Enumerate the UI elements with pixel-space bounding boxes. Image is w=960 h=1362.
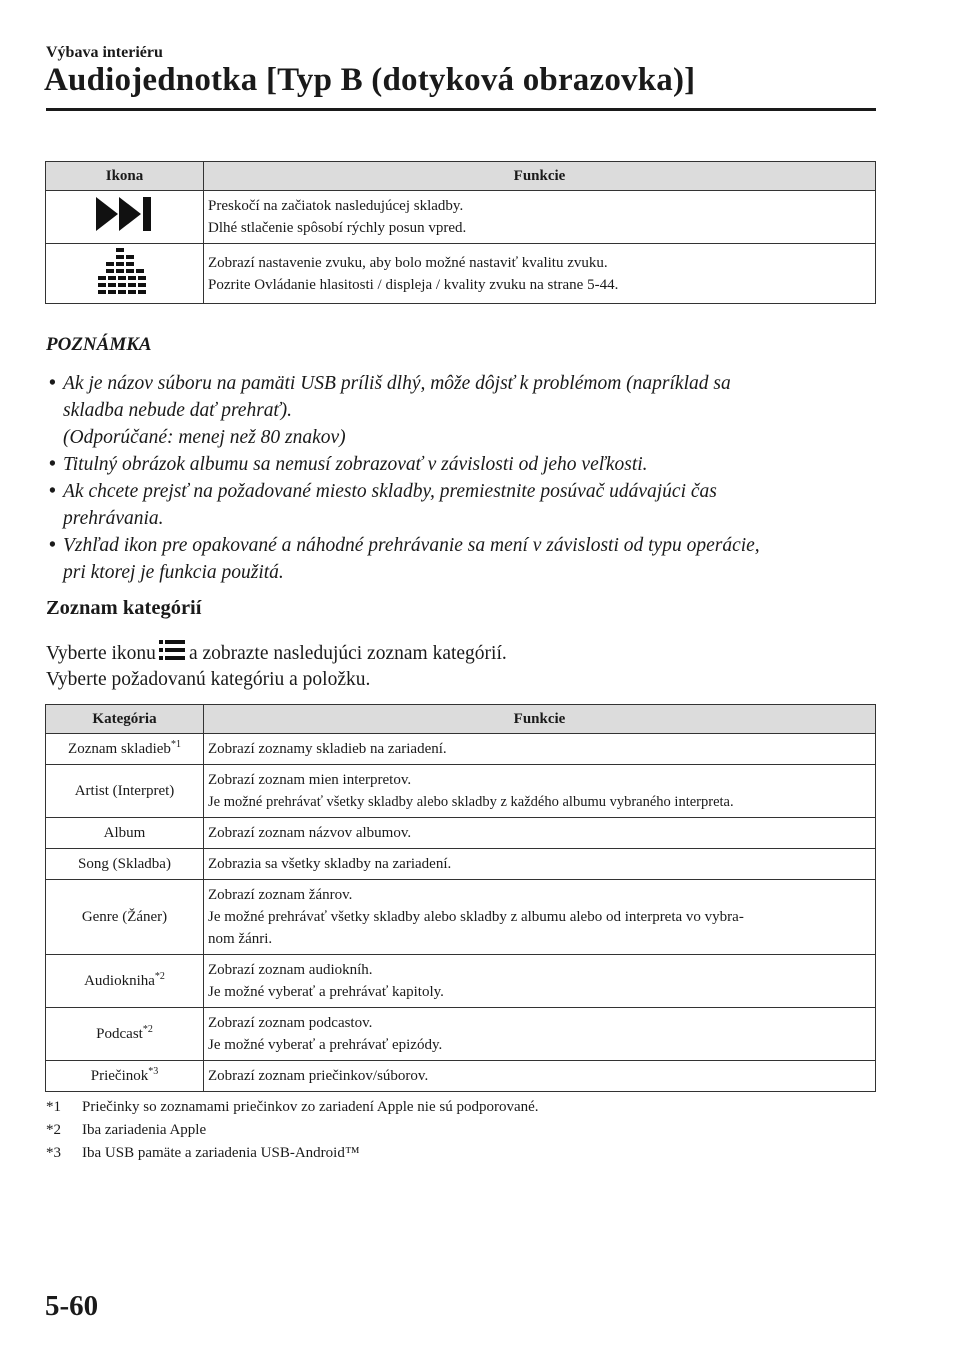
column-header-category: Kategória [46,705,204,734]
function-line: Zobrazí zoznamy skladieb na zariadení. [208,741,447,757]
function-cell [204,818,876,849]
function-cell [204,191,876,244]
table-row [46,818,876,849]
category-label: Song (Skladba) [78,856,171,872]
table-row [46,191,876,244]
note-item [46,370,876,451]
equalizer-icon [97,282,153,298]
section-label: Výbava interiéru [46,44,163,61]
bullet: • [49,373,56,394]
function-line: Zobrazí nastavenie zvuku, aby bolo možné nastaviť kvalitu zvuku. [208,254,608,271]
function-line: Zobrazí zoznam mien interpretov. [208,772,412,788]
category-cell [46,734,204,765]
table-row [46,1061,876,1092]
category-cell [46,818,204,849]
list-icon [159,639,185,669]
function-line: Je možné vyberať a prehrávať kapitoly. [208,984,444,1000]
note-line: (Odporúčané: menej než 80 znakov) [63,427,346,448]
table-row [46,1008,876,1061]
skip-next-icon [94,221,156,237]
intro-paragraph [46,639,507,669]
footnote [46,1096,539,1119]
table-row [46,880,876,955]
function-line: Zobrazí zoznam audiokníh. [208,962,373,978]
category-cell [46,765,204,818]
function-line: Je možné prehrávať všetky skladby alebo skladby z každého albumu vybraného interpreta. [208,794,734,810]
function-line: Zobrazí zoznam priečinkov/súborov. [208,1068,429,1084]
category-label: Zoznam skladieb [68,741,171,757]
bullet: • [49,454,56,475]
function-line: Zobrazí zoznam podcastov. [208,1015,373,1031]
note-heading: POZNÁMKA [46,334,152,355]
category-label: Artist (Interpret) [74,783,175,799]
column-header-function: Funkcie [204,705,876,734]
table-row [46,849,876,880]
category-cell [46,849,204,880]
footnote-mark: *1 [170,739,181,750]
function-cell [204,244,876,304]
function-cell [204,734,876,765]
function-cell [204,1061,876,1092]
table-row [46,765,876,818]
page-title: Audiojednotka [Typ B (dotyková obrazovka)] [44,62,696,98]
function-cell [204,765,876,818]
category-list-heading: Zoznam kategórií [46,597,202,619]
footnote-mark: *2 [154,971,165,982]
bullet: • [49,535,56,556]
note-line: pri ktorej je funkcia použitá. [63,562,284,583]
note-line: skladba nebude dať prehrať). [63,400,293,421]
function-cell [204,880,876,955]
note-item [46,532,876,586]
icon-function-table [45,161,876,304]
note-list [46,370,876,586]
table-row [46,734,876,765]
note-line: Titulný obrázok albumu sa nemusí zobrazovať v závislosti od jeho veľkosti. [63,454,648,475]
category-cell [46,955,204,1008]
footnotes [46,1096,539,1165]
intro-text: a zobrazte nasledujúci zoznam kategórií. [188,643,507,664]
page-number: 5-60 [45,1290,99,1322]
note-line: prehrávania. [63,508,164,529]
footnote-mark: *2 [142,1024,153,1035]
title-divider [46,108,876,111]
note-line: Vzhľad ikon pre opakované a náhodné prehrávanie sa mení v závislosti od typu operácie, [63,535,760,556]
table-row [46,244,876,304]
function-line: Dlhé stlačenie spôsobí rýchly posun vpred. [208,220,467,236]
category-cell [46,1061,204,1092]
note-item [46,478,876,532]
function-line: Preskočí na začiatok nasledujúcej skladby. [208,198,464,214]
intro-paragraph-2: Vyberte požadovanú kategóriu a položku. [46,669,371,690]
footnote-mark: *3 [148,1066,159,1077]
function-line: Zobrazí zoznam žánrov. [208,887,353,903]
intro-text: Vyberte ikonu [46,643,156,664]
function-cell [204,955,876,1008]
note-line: Ak chcete prejsť na požadované miesto skladby, premiestnite posúvač udávajúci čas [63,481,717,502]
function-cell [204,849,876,880]
icon-cell [46,244,204,304]
footnote-text: Iba USB pamäte a zariadenia USB-Android™ [82,1145,360,1161]
column-header-function: Funkcie [204,162,876,191]
category-label: Album [103,825,146,841]
footnote-mark: *1 [46,1099,61,1115]
category-cell [46,1008,204,1061]
category-label: Genre (Žáner) [81,909,168,925]
note-item [46,451,876,478]
function-line: nom žánri. [208,931,273,947]
bullet: • [49,481,56,502]
function-line: Je možné prehrávať všetky skladby alebo skladby z albumu alebo od interpreta vo vybra- [208,909,744,925]
function-line: Zobrazia sa všetky skladby na zariadení. [208,856,452,872]
footnote [46,1119,539,1142]
category-label: Audiokniha [84,973,155,989]
footnote-text: Priečinky so zoznamami priečinkov zo zariadení Apple nie sú podporované. [82,1099,539,1115]
footnote-mark: *2 [46,1122,61,1138]
category-table [45,704,876,1092]
footnote-mark: *3 [46,1145,61,1161]
category-cell [46,880,204,955]
table-header-row [46,162,876,191]
footnote-text: Iba zariadenia Apple [82,1122,207,1138]
footnote [46,1142,539,1165]
function-line: Zobrazí zoznam názvov albumov. [208,825,412,841]
table-header-row [46,705,876,734]
table-row [46,955,876,1008]
column-header-icon: Ikona [46,162,204,191]
function-cell [204,1008,876,1061]
function-line: Pozrite Ovládanie hlasitosti / displeja / kvality zvuku na strane 5-44. [208,276,619,293]
icon-cell [46,191,204,244]
function-line: Je možné vyberať a prehrávať epizódy. [208,1037,443,1053]
note-line: Ak je názov súboru na pamäti USB príliš dlhý, môže dôjsť k problémom (napríklad sa [63,373,731,394]
category-label: Priečinok [90,1068,149,1084]
category-label: Podcast [96,1026,143,1042]
